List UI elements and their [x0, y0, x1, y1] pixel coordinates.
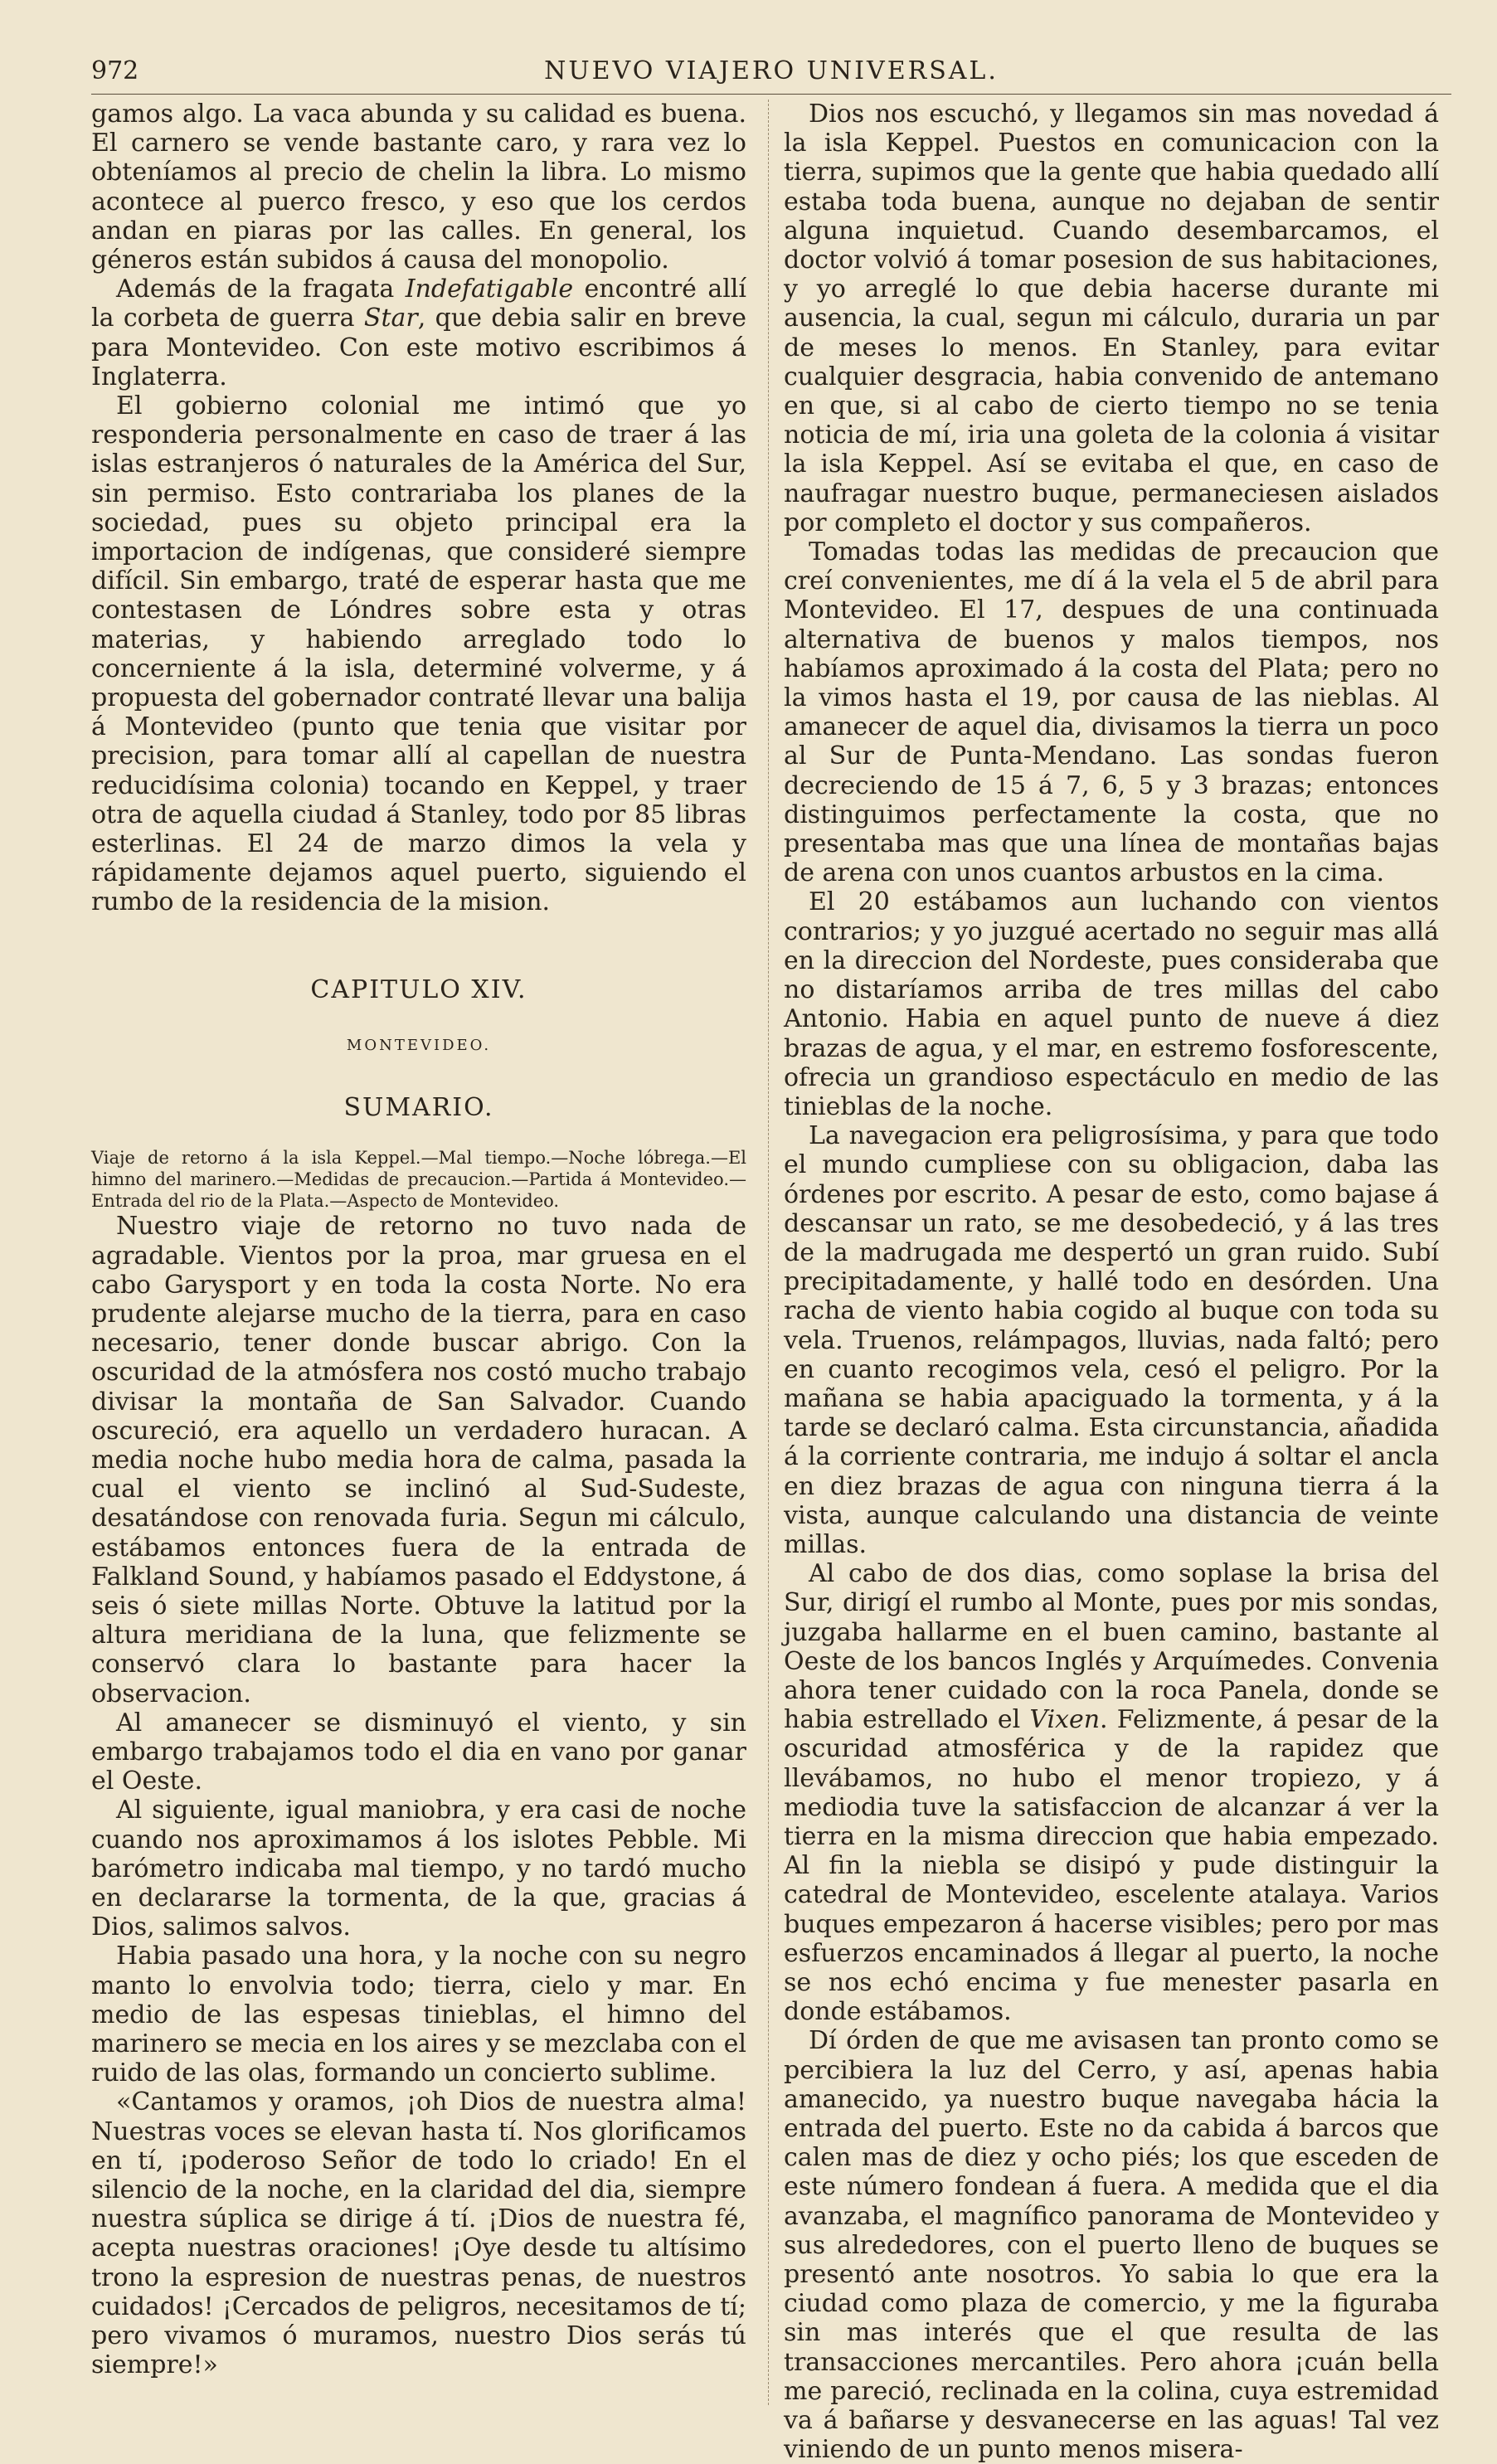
chapter-subtitle: MONTEVIDEO.: [346, 1036, 492, 1054]
column-divider: [768, 100, 769, 2405]
paragraph: [91, 275, 746, 391]
paragraph: Al amanecer se disminuyó el viento, y sin embargo trabajamos todo el dia en vano por ganar el Oeste.: [91, 1708, 746, 1796]
summary-heading: SUMARIO.: [343, 1093, 494, 1123]
text-run: Además de la fragata: [116, 275, 406, 304]
ship-name: Vixen: [1029, 1705, 1101, 1735]
text-run: encontré allí la corbeta de guerra: [91, 275, 747, 333]
paragraph: [784, 1559, 1439, 2026]
text-run: , que debia salir en breve para Montevideo. Con este motivo escribimos á Inglaterra.: [91, 304, 746, 391]
paragraph: El gobierno colonial me intimó que yo responderia personalmente en caso de traer á las islas estranjeros ó naturales de la América del Sur, sin permiso. Esto contrariaba los planes de la sociedad, pues su objeto principal era la importacion de indígenas, que consideré siempre difícil. Sin embargo, traté de esperar hasta que me contestasen de Lóndres sobre esta y otras materias, y habiendo arreglado todo lo concerniente á la isla, determiné volverme, y á propuesta del gobernador contraté llevar una balija á Montevideo (punto que tenia que visitar por precision, para tomar allí al capellan de nuestra reducidísima colonia) tocando en Keppel, y traer otra de aquella ciudad á Stanley, todo por 85 libras esterlinas. El 24 de marzo dimos la vela y rápidamente dejamos aquel puerto, siguiendo el rumbo de la residencia de la mision.: [91, 391, 746, 917]
header-rule: [91, 94, 1451, 95]
chapter-title: CAPITULO XIV.: [310, 974, 527, 1004]
paragraph: Habia pasado una hora, y la noche con su negro manto lo envolvia todo; tierra, cielo y mar. En medio de las espesas tinieblas, el himno del marinero se mecia en los aires y se mezclaba con el ruido de las olas, formando un concierto sublime.: [91, 1942, 746, 2088]
running-title: NUEVO VIAJERO UNIVERSAL.: [544, 56, 999, 85]
paragraph: Dí órden de que me avisasen tan pronto como se percibiera la luz del Cerro, y así, apenas habia amanecido, ya nuestro buque navegaba hácia la entrada del puerto. Este no da cabida á barcos que calen mas de diez y ocho piés; los que esceden de este número fondean á fuera. A medida que el dia avanzaba, el magnífico panorama de Montevideo y sus alrededores, con el puerto lleno de buques se presentó ante nosotros. Yo sabia lo que era la ciudad como plaza de comercio, y me la figuraba sin mas interés que el que resulta de las transacciones mercantiles. Pero ahora ¡cuán bella me pareció, reclinada en la colina, cuya estremidad va á bañarse y desvanecerse en las aguas! Tal vez viniendo de un punto menos misera-: [784, 2026, 1439, 2464]
hymn-quote: «Cantamos y oramos, ¡oh Dios de nuestra alma! Nuestras voces se elevan hasta tí. Nos glorificamos en tí, ¡poderoso Señor de todo lo criado! En el silencio de la noche, en la claridad del dia, siempre nuestra súplica se dirige á tí. ¡Dios de nuestra fé, acepta nuestras oraciones! ¡Oye desde tu altísimo trono la espresion de nuestras penas, de nuestros cuidados! ¡Cercados de peligros, necesitamos de tí; pero vivamos ó muramos, nuestro Dios serás tú siempre!»: [91, 2087, 746, 2380]
ship-name: Indefatigable: [405, 275, 574, 304]
text-run: . Felizmente, á pesar de la oscuridad atmosférica y de la rapidez que llevábamos, no hubo el menor tropiezo, y á mediodia tuve la satisfaccion de alcanzar á ver la tierra en la misma direccion que habia empezado. Al fin la niebla se disipó y pude distinguir la catedral de Montevideo, escelente atalaya. Varios buques empezaron á hacerse visibles; pero por mas esfuerzos encaminados á llegar al puerto, la noche se nos echó encima y fue menester pasarla en donde estábamos.: [784, 1705, 1439, 2027]
chapter-summary: Viaje de retorno á la isla Keppel.—Mal tiempo.—Noche lóbrega.—El himno del marinero.—Medidas de precaucion.—Partida á Montevideo.—Entrada del rio de la Plata.—Aspecto de Montevideo.: [91, 1148, 746, 1212]
left-column: [91, 100, 746, 2413]
paragraph: La navegacion era peligrosísima, y para que todo el mundo cumpliese con su obligacion, daba las órdenes por escrito. A pesar de esto, como bajase á descansar un rato, se me desobedeció, y á las tres de la madrugada me despertó un gran ruido. Subí precipitadamente, y hallé todo en desórden. Una racha de viento habia cogido al buque con toda su vela. Truenos, relámpagos, lluvias, nada faltó; pero en cuanto recogimos vela, cesó el peligro. Por la mañana se habia apaciguado la tormenta, y á la tarde se declaró calma. Esta circunstancia, añadida á la corriente contraria, me indujo á soltar el ancla en diez brazas de agua con ninguna tierra á la vista, aunque calculando una distancia de veinte millas.: [784, 1121, 1439, 1559]
paragraph: Nuestro viaje de retorno no tuvo nada de agradable. Vientos por la proa, mar gruesa en el cabo Garysport y en toda la costa Norte. No era prudente alejarse mucho de la tierra, para en caso necesario, tener donde buscar abrigo. Con la oscuridad de la atmósfera nos costó mucho trabajo divisar la montaña de San Salvador. Cuando oscureció, era aquello un verdadero huracan. A media noche hubo media hora de calma, pasada la cual el viento se inclinó al Sud-Sudeste, desatándose con renovada furia. Segun mi cálculo, estábamos entonces fuera de la entrada de Falkland Sound, y habíamos pasado el Eddystone, á seis ó siete millas Norte. Obtuve la latitud por la altura meridiana de la luna, que felizmente se conservó clara lo bastante para hacer la observacion.: [91, 1212, 746, 1708]
ship-name: Star: [363, 304, 418, 333]
right-column: [784, 100, 1439, 2464]
paragraph: Tomadas todas las medidas de precaucion que creí convenientes, me dí á la vela el 5 de abril para Montevideo. El 17, despues de una continuada alternativa de buenos y malos tiempos, nos habíamos aproximado á la costa del Plata; pero no la vimos hasta el 19, por causa de las nieblas. Al amanecer de aquel dia, divisamos la tierra un poco al Sur de Punta-Mendano. Las sondas fueron decreciendo de 15 á 7, 6, 5 y 3 brazas; entonces distinguimos perfectamente la costa, que no presentaba mas que una línea de montañas bajas de arena con unos cuantos arbustos en la cima.: [784, 537, 1439, 888]
page-header: [91, 56, 1451, 95]
paragraph: El 20 estábamos aun luchando con vientos contrarios; y yo juzgué acertado no seguir mas allá en la direccion del Nordeste, pues consideraba que no distaríamos arriba de tres millas del cabo Antonio. Habia en aquel punto de nueve á diez brazas de agua, y el mar, en estremo fosforescente, ofrecia un grandioso espectáculo en medio de las tinieblas de la noche.: [784, 887, 1439, 1121]
text-run: Al cabo de dos dias, como soplase la brisa del Sur, dirigí el rumbo al Monte, pues por mis sondas, juzgaba hallarme en el buen camino, bastante al Oeste de los bancos Inglés y Arquímedes. Convenia ahora tener cuidado con la roca Panela, donde se habia estrellado el: [784, 1559, 1439, 1735]
paragraph: Dios nos escuchó, y llegamos sin mas novedad á la isla Keppel. Puestos en comunicacion con la tierra, supimos que la gente que habia quedado allí estaba toda buena, aunque no dejaban de sentir alguna inquietud. Cuando desembarcamos, el doctor volvió á tomar posesion de sus habitaciones, y yo arreglé lo que debia hacerse durante mi ausencia, la cual, segun mi cálculo, duraria un par de meses lo menos. En Stanley, para evitar cualquier desgracia, habia convenido de antemano en que, si al cabo de cierto tiempo no se tenia noticia de mí, iria una goleta de la colonia á visitar la isla Keppel. Así se evitaba el que, en caso de naufragar nuestro buque, permaneciesen aislados por completo el doctor y sus compañeros.: [784, 100, 1439, 537]
paragraph: gamos algo. La vaca abunda y su calidad es buena. El carnero se vende bastante caro, y rara vez lo obteníamos al precio de chelin la libra. Lo mismo acontece al puerco fresco, y eso que los cerdos andan en piaras por las calles. En general, los géneros están subidos á causa del monopolio.: [91, 100, 746, 275]
paragraph: Al siguiente, igual maniobra, y era casi de noche cuando nos aproximamos á los islotes Pebble. Mi barómetro indicaba mal tiempo, y no tardó mucho en declararse la tormenta, de la que, gracias á Dios, salimos salvos.: [91, 1796, 746, 1942]
page-number: 972: [91, 56, 139, 85]
